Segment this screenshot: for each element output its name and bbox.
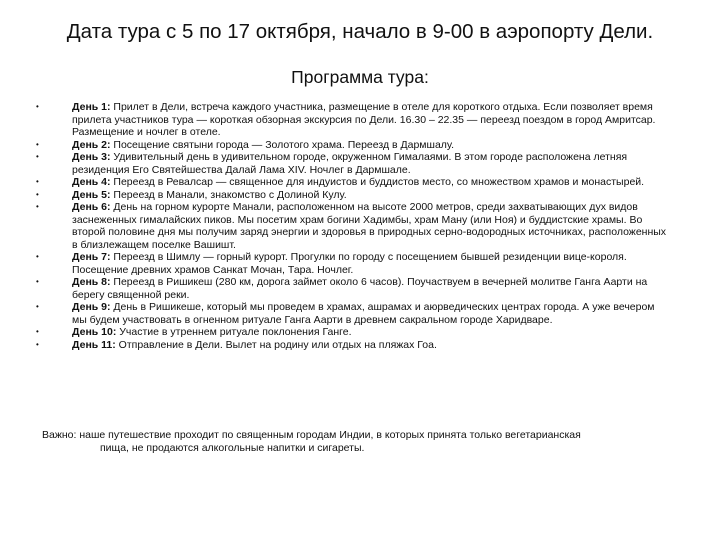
program-heading: Программа тура:	[291, 67, 429, 87]
bullet-icon: •	[36, 252, 39, 261]
day-label: День 3:	[72, 151, 111, 163]
bullet-icon: •	[36, 327, 39, 336]
important-note	[42, 429, 682, 454]
day-description: День в Ришикеше, который мы проведем в храмах, ашрамах и аюрведических центрах города. А уже вечером мы будем участвовать в огненном ритуале Ганга Аарти в древнем сакральном городе Харидваре.	[72, 301, 655, 326]
list-item-day-6	[0, 201, 720, 251]
day-label: День 6:	[72, 201, 111, 213]
day-description: Переезд в Манали, знакомство с Долиной Кулу.	[110, 188, 347, 201]
important-note-line-2: пища, не продаются алкогольные напитки и сигареты.	[100, 441, 365, 454]
bullet-icon: •	[36, 152, 39, 161]
list-item-day-8	[0, 276, 720, 301]
day-description: Переезд в Ревалсар — священное для индуистов и буддистов место, со множеством храмов и монастырей.	[110, 176, 645, 188]
list-item-day-10	[0, 326, 720, 339]
list-item-day-5	[0, 189, 720, 202]
list-item-day-3	[0, 151, 720, 176]
list-item-day-1	[0, 101, 720, 139]
list-item-day-7	[0, 251, 720, 276]
bullet-icon: •	[36, 102, 39, 111]
bullet-icon: •	[36, 189, 39, 199]
day-description: Удивительный день в удивительном городе, окруженном Гималаями. В этом городе расположена летняя резиденция Его Святейшества Далай Лама XIV. Ночлег в Дармшале.	[72, 151, 628, 176]
tour-program-list	[0, 101, 720, 351]
day-label: День 9:	[72, 301, 111, 313]
day-label: День 8:	[72, 276, 111, 288]
bullet-icon: •	[36, 277, 39, 286]
day-description: Переезд в Шимлу — горный курорт. Прогулки по городу с посещением бывшей резиденции вице-короля. Посещение древних храмов Санкат Мочан, Тара. Ночлег.	[72, 251, 627, 276]
list-item-day-4	[0, 176, 720, 189]
day-label: День 4:	[72, 176, 111, 188]
day-label: День 10:	[72, 326, 117, 338]
day-label: День 2:	[72, 138, 111, 151]
day-label: День 7:	[72, 251, 111, 263]
bullet-icon: •	[36, 302, 39, 311]
bullet-icon: •	[36, 177, 39, 186]
list-item-day-9	[0, 301, 720, 326]
day-description: Прилет в Дели, встреча каждого участника, размещение в отеле для короткого отдыха. Если позволяет время прилета участников тура — короткая обзорная экскурсия по Дели. 16.30 – 22.35 — переезд поездом в город Амритсар. Размещение и ночлег в отеле.	[72, 101, 656, 138]
page-title: Дата тура с 5 по 17 октября, начало в 9-00 в аэропорту Дели.	[66, 20, 654, 43]
bullet-icon: •	[36, 339, 39, 349]
day-description: День на горном курорте Манали, расположенном на высоте 2000 метров, среди захватывающих дух видов заснеженных гималайских пиков. Мы посетим храм богини Хадимбы, храм Ману (или Ноя) и буддистские храмы. Во второй половине дня мы получим заряд энергии и здоровья в природных серно-водородных источниках, расположенных в близлежащем поселке Вашишт.	[72, 201, 667, 251]
day-label: День 1:	[72, 101, 111, 113]
day-description: Отправление в Дели. Вылет на родину или отдых на пляжах Гоа.	[115, 338, 437, 351]
important-note-line-1: Важно: наше путешествие проходит по священным городам Индии, в которых принята только вегетарианская	[42, 429, 581, 441]
day-label: День 5:	[72, 188, 111, 201]
list-item-day-11	[0, 339, 720, 352]
bullet-icon: •	[36, 139, 39, 149]
day-label: День 11:	[72, 338, 116, 351]
day-description: Посещение святыни города — Золотого храма. Переезд в Дармшалу.	[110, 138, 455, 151]
day-description: Переезд в Ришикеш (280 км, дорога займет около 6 часов). Поучаствуем в вечерней молитве Ганга Аарти на берегу священной реки.	[72, 276, 648, 301]
bullet-icon: •	[36, 202, 39, 211]
day-description: Участие в утреннем ритуале поклонения Ганге.	[116, 326, 352, 338]
list-item-day-2	[0, 139, 720, 152]
